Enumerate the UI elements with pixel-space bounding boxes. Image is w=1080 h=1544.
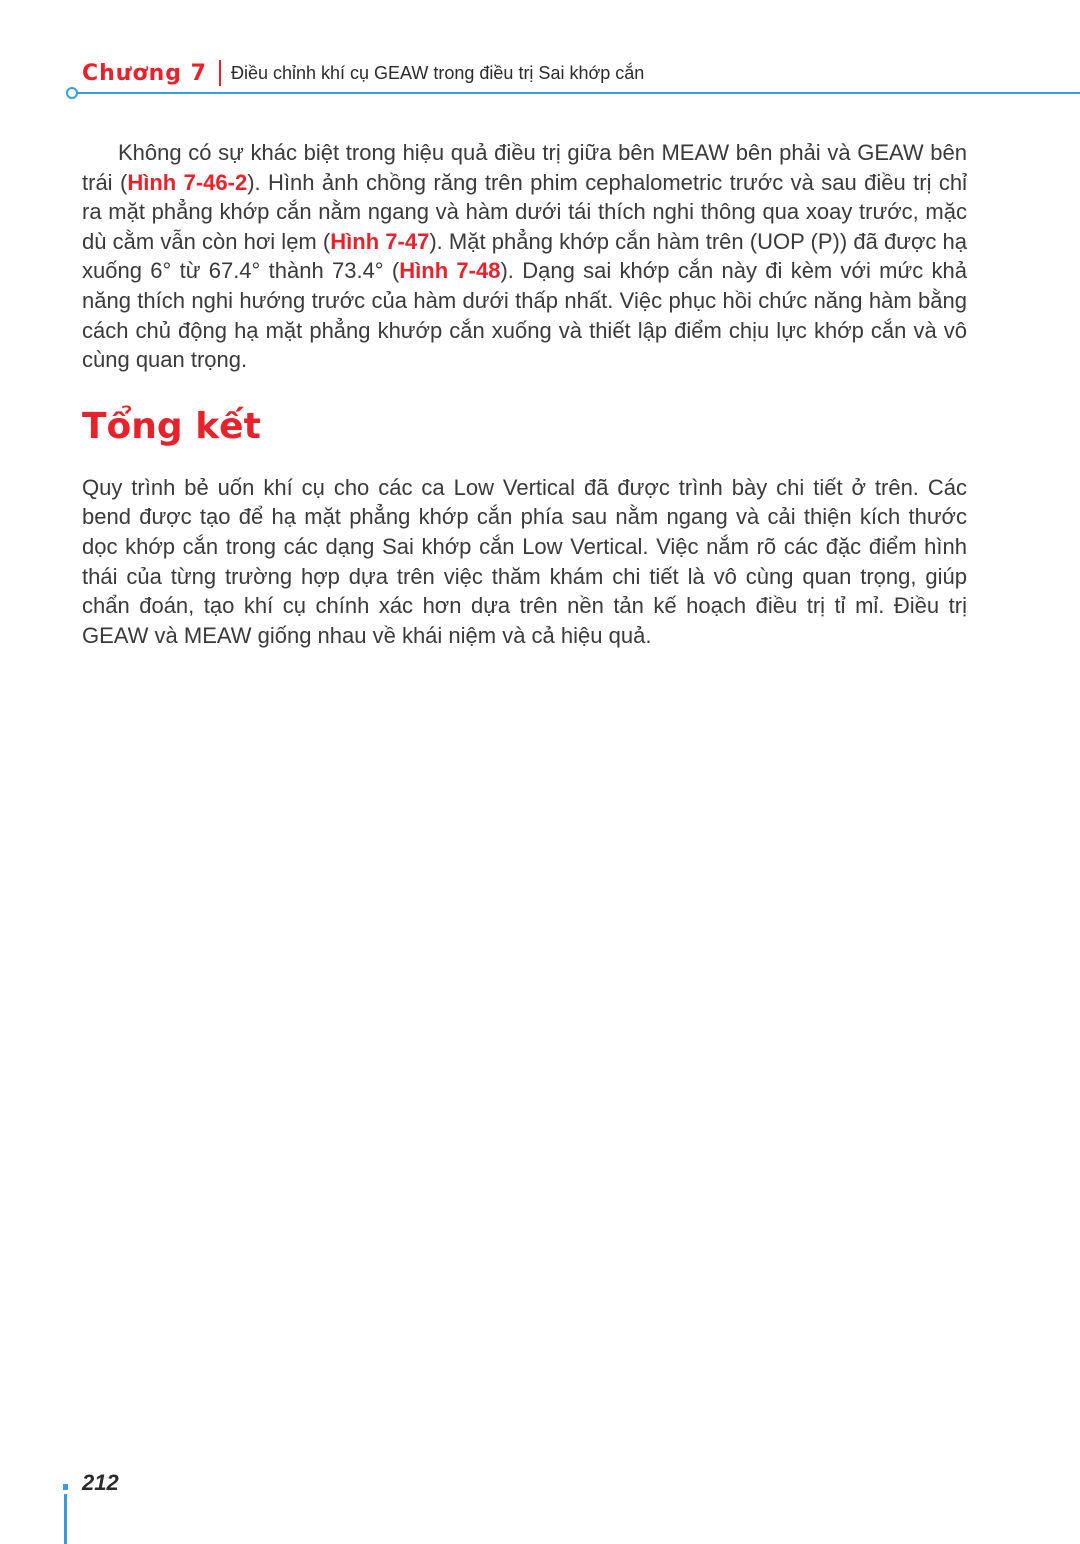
body-paragraph [82, 138, 967, 375]
running-header [82, 58, 644, 88]
figure-reference: Hình 7-46-2 [127, 169, 248, 195]
paragraph-text: ). Mặt phẳng khớp cắn hàm trên (UOP (P)) đã được hạ xuống 6° từ 67.4° thành 73.4° ( [82, 228, 967, 284]
chapter-title: Điều chỉnh khí cụ GEAW trong điều trị Sai khớp cắn [230, 62, 645, 83]
section-heading: Tổng kết [82, 405, 261, 447]
paragraph-text: ). Dạng sai khớp cắn này đi kèm với mức khả năng thích nghi hướng trước của hàm dưới thấp nhất. Việc phục hồi chức năng hàm bằng cách chủ động hạ mặt phẳng khướp cắn xuống và thiết lập điểm chịu lực khớp cắn và vô cùng quan trọng. [82, 258, 968, 373]
summary-paragraph: Quy trình bẻ uốn khí cụ cho các ca Low Vertical đã được trình bày chi tiết ở trên. Các bend được tạo để hạ mặt phẳng khớp cắn phía sau nằm ngang và cải thiện kích thước dọc khớp cắn trong các dạng Sai khớp cắn Low Vertical. Việc nắm rõ các đặc điểm hình thái của từng trường hợp dựa trên việc thăm khám chi tiết là vô cùng quan trọng, giúp chẩn đoán, tạo khí cụ chính xác hơn dựa trên nền tản kế hoạch điều trị tỉ mỉ. Điều trị GEAW và MEAW giống nhau về khái niệm và cả hiệu quả. [82, 474, 967, 648]
page-number: 212 [82, 1470, 119, 1495]
paragraph-text: ). Hình ảnh chồng răng trên phim cephalometric trước và sau điều trị chỉ ra mặt phẳng khớp cắn nằm ngang và hàm dưới tái thích nghi thông qua xoay trước, mặc dù cằm vẫn còn hơi lẹm ( [82, 169, 968, 254]
chapter-label: Chương 7 [82, 60, 207, 86]
figure-reference: Hình 7-48 [399, 258, 501, 284]
header-separator [219, 60, 221, 86]
page-content [82, 138, 967, 650]
header-rule [72, 92, 1080, 94]
footer-marker [63, 1484, 68, 1490]
paragraph-text: Không có sự khác biệt trong hiệu quả điều trị giữa bên MEAW bên phải và GEAW bên trái ( [82, 140, 967, 195]
header-rule-dot [66, 87, 78, 99]
figure-reference: Hình 7-47 [330, 228, 430, 254]
footer-bar [64, 1494, 67, 1544]
